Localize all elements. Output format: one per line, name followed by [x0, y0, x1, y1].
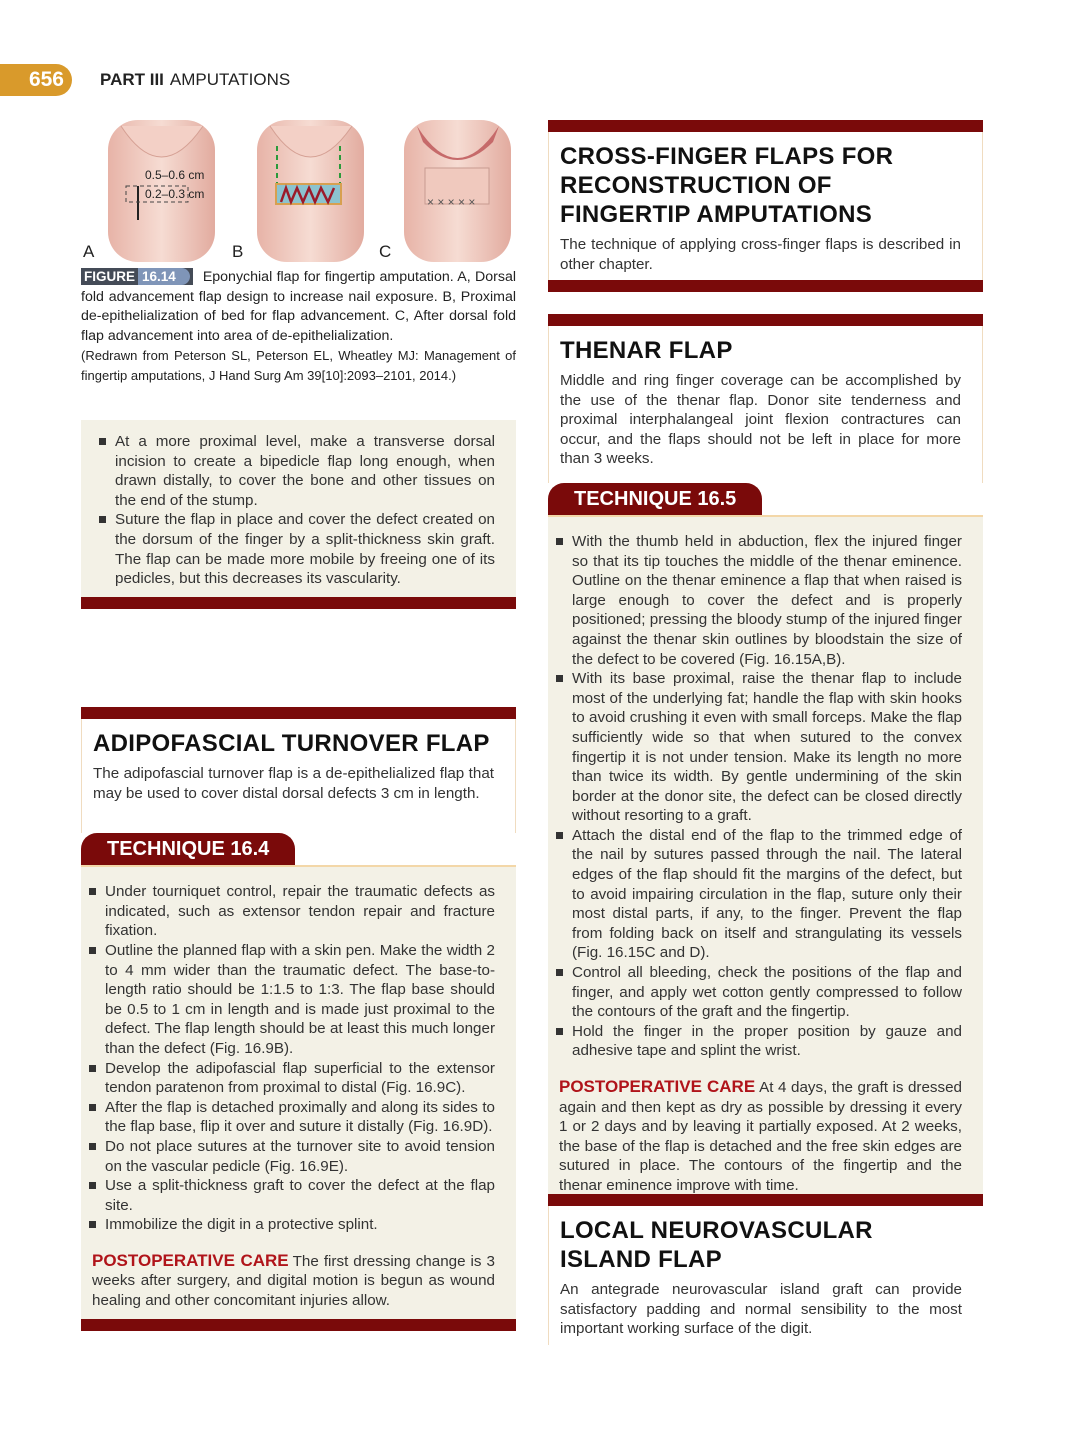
divider-bar	[548, 120, 983, 132]
list-item: Use a split-thickness graft to cover the defect at the flap site.	[81, 1176, 495, 1215]
list-item: Hold the finger in the proper position by gauze and adhesive tape and splint the wrist.	[548, 1022, 962, 1061]
section-text: The technique of applying cross-finger flaps is described in other chapter.	[560, 236, 961, 273]
technique-tab: TECHNIQUE 16.5	[548, 483, 762, 515]
finger-c	[404, 120, 511, 262]
page-number: 656	[0, 64, 72, 96]
section-intro: Middle and ring finger coverage can be accomplished by the use of the thenar flap. Donor site tenderness and proximal interphalangeal joint flexion contractures can occur, and the flaps should not be left in place for more than 3 weeks.	[560, 372, 961, 468]
figure-tag: FIGURE 16.14	[81, 268, 193, 285]
divider-bar	[548, 280, 983, 292]
list-item: Attach the distal end of the flap to the trimmed edge of the nail by sutures passed through the nail. The lateral edges of the flap should fit the margins of the defect, but to avoid impairing circulation in the flap, suture only their most distal parts, if any, to the finger. Prevent the flap from folding back on itself and strangulating its vessels (Fig. 16.15C and D).	[548, 826, 962, 963]
finger-a	[108, 120, 215, 262]
list-item: Under tourniquet control, repair the traumatic defects as indicated, such as extensor tendon repair and fracture fixation.	[81, 882, 495, 941]
section-title: CROSS-FINGER FLAPS FOR RECONSTRUCTION OF FINGERTIP AMPUTATIONS	[560, 143, 894, 228]
divider-bar	[548, 314, 983, 326]
divider-bar	[548, 1194, 983, 1206]
section-intro: The adipofascial turnover flap is a de-epithelialized flap that may be used to cover distal dorsal defects 3 cm in length.	[93, 765, 494, 802]
list-item: Do not place sutures at the turnover site to avoid tension on the vascular pedicle (Fig. 16.9E).	[81, 1137, 495, 1176]
list-item: With its base proximal, raise the thenar flap to include most of the underlying fat; handle the flap with skin hooks to avoid crushing it even with small forceps. Make the flap sufficiently wide so that when sutured to the convex fingertip it is not under tension. Make its length no more than twice its width. By gentle undermining of the skin border at the donor site, the defect can be closed directly without resorting to a graft.	[548, 669, 962, 826]
figure-number: 16.14	[138, 268, 190, 285]
section-title: LOCAL NEUROVASCULAR ISLAND FLAP	[560, 1217, 873, 1273]
technique-tab: TECHNIQUE 16.4	[81, 833, 295, 865]
list-item: After the flap is detached proximally and along its sides to the flap base, flip it over and suture it distally (Fig. 16.9D).	[81, 1098, 495, 1137]
svg-text:C: C	[379, 242, 392, 261]
adipofascial-section	[81, 707, 516, 1331]
list-item: Outline the planned flap with a skin pen. Make the width 2 to 4 mm wider than the traumatic defect. The base-to-length ratio should be 1:1.5 to 1:3. The flap base should be 0.5 to 1 cm in length and is made just proximal to the defect. The flap length should be at least this much longer than the defect (Fig. 16.9B).	[81, 941, 495, 1059]
postop-paragraph: POSTOPERATIVE CARE At 4 days, the graft is dressed again and then kept as dry as possible by dressing it every 1 or 2 days and by leaving it partially exposed. At 2 weeks, the base of the flap is detached and the free skin edges are sutured in place. The contours of the fingertip and the thenar eminence improve with time.	[559, 1077, 962, 1194]
section-title: THENAR FLAP	[560, 337, 733, 364]
list-item: At a more proximal level, make a transverse dorsal incision to create a bipedicle flap long enough, when drawn distally, to cover the bone and other tissues on the end of the stump.	[91, 432, 495, 510]
section-text: An antegrade neurovascular island graft can provide satisfactory padding and normal sensibility to the most important working surface of the digit.	[560, 1281, 962, 1338]
figure-credit: (Redrawn from Peterson SL, Peterson EL, Wheatley MJ: Management of fingertip amputations, J Hand Surg Am 39[10]:2093–2101, 2014.)	[81, 348, 516, 383]
thenar-section	[548, 314, 983, 1216]
figure-illustration	[81, 118, 516, 263]
postop-heading: POSTOPERATIVE CARE	[92, 1250, 289, 1270]
divider-bar	[81, 1319, 516, 1331]
svg-text:B: B	[232, 242, 244, 261]
finger-b	[257, 120, 364, 262]
cross-finger-section	[548, 120, 983, 292]
divider-bar	[81, 597, 516, 609]
list-item: With the thumb held in abduction, flex the injured finger so that its tip touches the middle of the thenar eminence. Outline on the thenar eminence a flap that when raised is large enough to cover the defect and is properly positioned; pressing the bloody stump of the injured finger against the thenar skin outlines by bloodstain the size of the defect to be covered (Fig. 16.15A,B).	[548, 532, 962, 669]
running-header	[100, 70, 290, 90]
postop-heading: POSTOPERATIVE CARE	[559, 1077, 756, 1096]
divider-bar	[81, 707, 516, 719]
svg-text:0.5–0.6 cm: 0.5–0.6 cm	[145, 168, 205, 182]
list-item: Suture the flap in place and cover the defect created on the dorsum of the finger by a split-thickness skin graft. The flap can be made more mobile by freeing one of its pedicles, but this decreases its vascularity.	[91, 510, 495, 588]
left-bullets-box	[81, 420, 516, 609]
list-item: Control all bleeding, check the positions of the flap and finger, and apply wet cotton gently compressed to follow the contours of the graft and the fingertip.	[548, 963, 962, 1022]
figure-caption	[81, 268, 516, 386]
list-item: Develop the adipofascial flap superficial to the extensor tendon paratenon from proximal to distal (Fig. 16.9C).	[81, 1059, 495, 1098]
svg-text:0.2–0.3 cm: 0.2–0.3 cm	[145, 187, 205, 201]
section-title: ADIPOFASCIAL TURNOVER FLAP	[93, 730, 490, 757]
neurovascular-section	[548, 1194, 983, 1345]
caption-text: Eponychial flap for fingertip amputation. A, Dorsal fold advancement flap design to increase nail exposure. B, Proximal de-epithelialization of bed for flap advancement. C, After dorsal fold flap advancement into area of de-epithelialization.	[81, 269, 516, 344]
svg-text:× × × × ×: × × × × ×	[427, 195, 476, 209]
part-label: PART III	[100, 70, 164, 89]
list-item: Immobilize the digit in a protective splint.	[81, 1215, 495, 1235]
section-label: AMPUTATIONS	[169, 70, 291, 89]
postop-paragraph: POSTOPERATIVE CARE The first dressing change is 3 weeks after surgery, and digital motion is begun as wound healing and other concomitant injuries allow.	[92, 1250, 495, 1310]
svg-text:A: A	[83, 242, 95, 261]
